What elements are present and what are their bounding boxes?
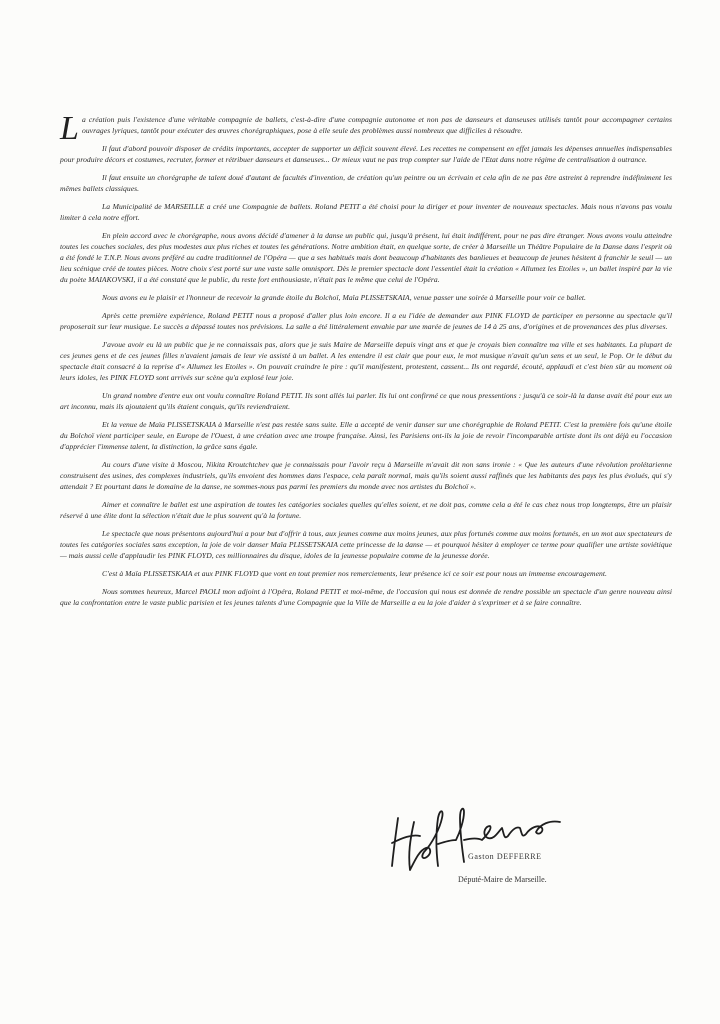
paragraph-11: Au cours d'une visite à Moscou, Nikita Kroutchtchev que je connaissais pour l'avoir reçu à Marseille m'avait dit non sans ironie : « Que les auteurs d'une révolution prolétarienne construisent des usines, des complexes industriels, qu'ils envoient des hommes dans l'espace, cela paraît normal, mais qu'ils soient aussi raffinés que les habitants des pays les plus évolués, qui s'y attendait ? Et pourtant dans le domaine de la danse, ne sommes-nous pas parmi les premiers du monde avec nos artistes du Bolchoï ».	[60, 460, 672, 491]
paragraph-4: La Municipalité de MARSEILLE a créé une Compagnie de ballets. Roland PETIT a été choisi pour la diriger et pour inventer de nouveaux spectacles. Mais nous n'avons pas voulu limiter à cela notre effort.	[60, 202, 672, 222]
paragraph-text: a création puis l'existence d'une véritable compagnie de ballets, c'est-à-dire d'une compagnie autonome et non pas de danseurs et danseuses utilisés tantôt pour accompagner certains ouvrages lyriques, tantôt pour exécuter des œuvres chorégraphiques, pose à elle seule des problèmes aussi nombreux que difficiles à résoudre.	[81, 115, 672, 135]
paragraph-1	[60, 110, 672, 147]
paragraph-15: Nous sommes heureux, Marcel PAOLI mon adjoint à l'Opéra, Roland PETIT et moi-même, de l'occasion qui nous est donnée de rendre possible un spectacle d'un genre nouveau ainsi que la confrontation entre le vaste public parisien et les jeunes talents d'une Compagnie que la Ville de Marseille a eu la joie d'aider à s'exprimer et à se faire connaître.	[60, 587, 672, 607]
paragraph-7: Après cette première expérience, Roland PETIT nous a proposé d'aller plus loin encore. Il a eu l'idée de demander aux PINK FLOYD de participer en personne au spectacle qu'il proposerait sur leur musique. Le succès a dépassé toutes nos prévisions. La salle a été littéralement envahie par une marée de jeunes de 14 à 25 ans, d'origines et de provenances des plus diverses.	[60, 311, 672, 331]
signatory-name: Gaston DEFFERRE	[468, 852, 542, 861]
paragraph-5: En plein accord avec le chorégraphe, nous avons décidé d'amener à la danse un public qui, jusqu'à présent, lui était indifférent, pour ne pas dire étranger. Nous avons voulu atteindre toutes les couches sociales, des plus modestes aux plus riches et toutes les générations. Notre ambition était, en quelque sorte, de créer à Marseille un Théâtre Populaire de la Danse dans l'esprit où a été fondé le T.N.P. Nous avons préféré au cadre traditionnel de l'Opéra — que a ses habitués mais dont beaucoup d'habitants des banlieues et beaucoup de jeunes hésitent à franchir le seuil — un lieu scénique créé de toutes pièces. Notre choix s'est porté sur une vaste salle omnisport. Dès le premier spectacle dont l'essentiel était la création « Allumez les Etoiles », un ballet inspiré par la vie du poète MAIAKOVSKI, il a été constaté que le public, du reste fort enthousiaste, n'était pas le même que celui de l'Opéra.	[60, 231, 672, 284]
paragraph-2: Il faut d'abord pouvoir disposer de crédits importants, accepter de supporter un déficit souvent élevé. Les recettes ne compensent en effet jamais les dépenses annuelles indispensables pour produire décors et costumes, recruter, former et rétribuer danseurs et danseuses... Or mieux vaut ne pas trop compter sur l'aide de l'Etat dans notre régime de centralisation à outrance.	[60, 144, 672, 164]
paragraph-3: Il faut ensuite un chorégraphe de talent doué d'autant de facultés d'invention, de création qu'un peintre ou un écrivain et cela afin de ne pas être astreint à reprendre indéfiniment les mêmes ballets classiques.	[60, 173, 672, 193]
paragraph-8: J'avoue avoir eu là un public que je ne connaissais pas, alors que je suis Maire de Marseille depuis vingt ans et que je croyais bien connaître ma ville et ses habitants. La plupart de ces jeunes gens et de ces jeunes filles n'avaient jamais de leur vie assisté à un ballet. A les entendre il est clair que pour eux, le mot musique n'avait qu'un sens et un seul, le Pop. Or le début du spectacle était consacré à la reprise d'« Allumez les Etoiles ». On pouvait craindre le pire : qu'il manifestent, protestent, cassent... Ils ont regardé, écouté, applaudi et c'est bien sûr au moment où leurs idoles, les PINK FLOYD sont arrivés sur scène qu'a explosé leur joie.	[60, 340, 672, 382]
paragraph-14: C'est à Maïa PLISSETSKAIA et aux PINK FLOYD que vont en tout premier nos remerciements, leur présence ici ce soir est pour nous un immense encouragement.	[102, 569, 607, 578]
signatory-title: Député-Maire de Marseille.	[458, 875, 547, 884]
handwritten-signature-icon	[380, 788, 580, 878]
signature-block	[380, 788, 640, 898]
paragraph-12: Aimer et connaître le ballet est une aspiration de toutes les catégories sociales quelles qu'elles soient, et ne doit pas, comme cela a été le cas chez nous trop longtemps, être un plaisir réservé à une élite dont la sélection n'était due le plus souvent qu'à la fortune.	[60, 500, 672, 520]
paragraph-13: Le spectacle que nous présentons aujourd'hui a pour but d'offrir à tous, aux jeunes comme aux moins jeunes, aux plus fortunés comme aux moins fortunés, en un mot aux spectateurs de toutes les catégories sociales sans exception, la joie de voir danser Maïa PLISSETSKAIA cette princesse de la danse — et pourquoi hésiter à employer ce terme pour qualifier une artiste soviétique — mais aussi celle d'applaudir les PINK FLOYD, ces millionnaires du disque, idoles de la jeunesse populaire comme de la jeunesse dorée.	[60, 529, 672, 560]
paragraph-9: Un grand nombre d'entre eux ont voulu connaître Roland PETIT. Ils sont allés lui parler. Ils lui ont confirmé ce que nous pressentions : jusqu'à ce soir-là la danse avait été pour eux un art inconnu, mais ils ajoutaient qu'ils étaient conquis, qu'ils reviendraient.	[60, 391, 672, 411]
paragraph-10: Et la venue de Maïa PLISSETSKAIA à Marseille n'est pas restée sans suite. Elle a accepté de venir danser sur une chorégraphie de Roland PETIT. C'est la première fois qu'une étoile du Bolchoï vient participer seule, en Europe de l'Ouest, à une création avec une troupe française. Ainsi, les Parisiens ont-ils la joie de revoir l'incomparable artiste dont ils ont déjà eu l'occasion d'apprécier l'immense talent, la distinction, la grâce sans égale.	[60, 420, 672, 451]
letter-body	[60, 110, 672, 615]
drop-cap: L	[60, 110, 79, 147]
paragraph-6: Nous avons eu le plaisir et l'honneur de recevoir la grande étoile du Bolchoï, Maïa PLISSETSKAIA, venue passer une soirée à Marseille pour voir ce ballet.	[102, 293, 586, 302]
